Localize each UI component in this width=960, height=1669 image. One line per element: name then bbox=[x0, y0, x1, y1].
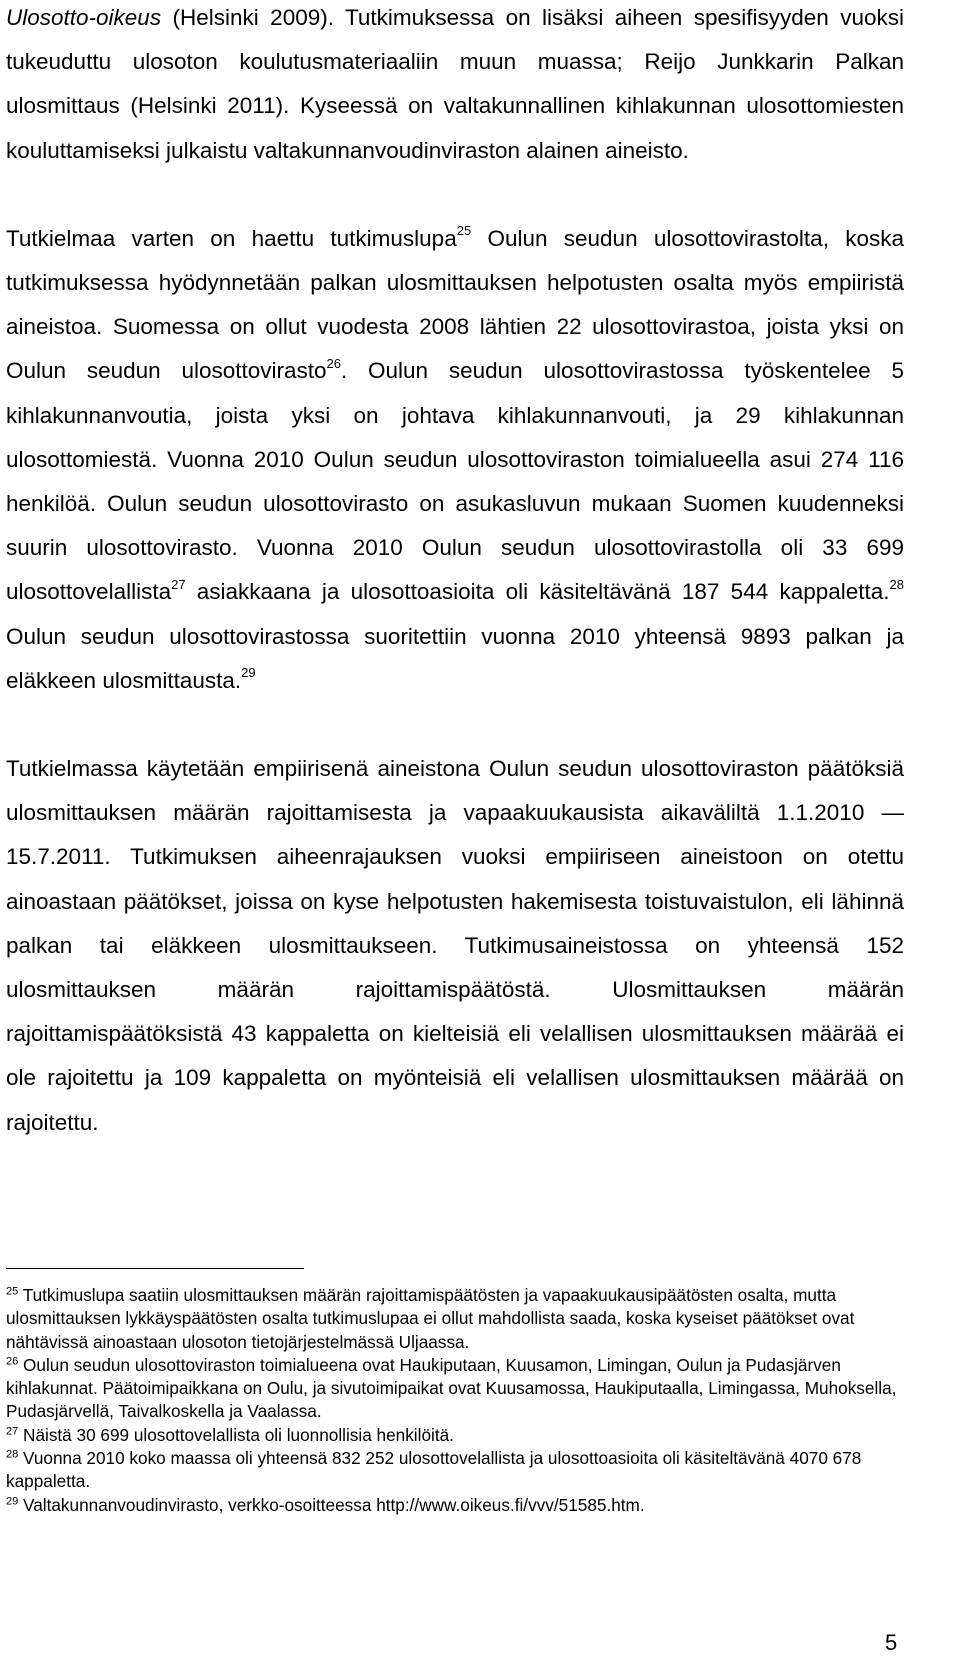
footnote-29 bbox=[6, 1494, 904, 1517]
paragraph-text: Oulun seudun ulosottovirastolta, koska tutkimuksessa hyödynnetään palkan ulosmittauksen helpotusten osalta myös empiiristä aineistoa. Suomessa on ollut vuodesta 2008 lähtien 22 ulosottovirastoa, joista yksi on Oulun seudun ulosottovirasto bbox=[6, 225, 904, 384]
footnote-number: 29 bbox=[6, 1494, 19, 1507]
footnote-text: Valtakunnanvoudinvirasto, verkko-osoitteessa http://www.oikeus.fi/vvv/51585.htm. bbox=[18, 1494, 645, 1515]
footnote-number: 28 bbox=[6, 1448, 19, 1461]
footnote-ref-27[interactable]: 27 bbox=[171, 576, 186, 592]
footnote-27 bbox=[6, 1424, 904, 1447]
paragraph-text: . Oulun seudun ulosottovirastossa työskentelee 5 kihlakunnanvoutia, joista yksi on johtava kihlakunnanvouti, ja 29 kihlakunnan ulosottomiestä. Vuonna 2010 Oulun seudun ulosottoviraston toimialueella asui 274 116 henkilöä. Oulun seudun ulosottovirasto on asukasluvun mukaan Suomen kuudenneksi suurin ulosottovirasto. Vuonna 2010 Oulun seudun ulosottovirastolla oli 33 699 ulosottovelallista bbox=[6, 358, 904, 605]
footnote-ref-29[interactable]: 29 bbox=[241, 665, 256, 681]
paragraph-text: Oulun seudun ulosottovirastossa suoritettiin vuonna 2010 yhteensä 9893 palkan ja eläkkeen ulosmittausta. bbox=[6, 623, 904, 693]
paragraph-research-permit bbox=[6, 217, 904, 703]
footnote-separator bbox=[6, 1268, 304, 1269]
footnote-number: 26 bbox=[6, 1355, 19, 1368]
paragraph-sources bbox=[6, 0, 904, 173]
paragraph-text: (Helsinki 2009). Tutkimuksessa on lisäksi aiheen spesifisyyden vuoksi tukeuduttu ulosoton koulutusmateriaaliin muun muassa; Reijo Junkkarin Palkan ulosmittaus (Helsinki 2011). Kyseessä on valtakunnallinen kihlakunnan ulosottomiesten kouluttamiseksi julkaistu valtakunnanvoudinviraston alainen aineisto. bbox=[6, 5, 904, 163]
paragraph-empirical-material: Tutkielmassa käytetään empiirisenä aineistona Oulun seudun ulosottoviraston päätöksiä ulosmittauksen määrän rajoittamisesta ja vapaakuukausista aikaväliltä 1.1.2010 — 15.7.2011. Tutkimuksen aiheenrajauksen vuoksi empiiriseen aineistoon on otettu ainoastaan päätökset, joissa on kyse helpotusten hakemisesta toistuvaistulon, eli lähinnä palkan tai eläkkeen ulosmittaukseen. Tutkimusaineistossa on yhteensä 152 ulosmittauksen määrän rajoittamispäätöstä. Ulosmittauksen määrän rajoittamispäätöksistä 43 kappaletta on kielteisiä eli velallisen ulosmittauksen määrää ei ole rajoitettu ja 109 kappaletta on myönteisiä eli velallisen ulosmittauksen määrää on rajoitettu. bbox=[6, 756, 904, 1135]
footnote-text: Oulun seudun ulosottoviraston toimialueena ovat Haukiputaan, Kuusamon, Limingan, Oulun ja Pudasjärven kihlakunnat. Päätoimipaikkana on Oulu, ja sivutoimipaikat ovat Kuusamossa, Haukiputaalla, Limingassa, Muhoksella, Pudasjärvellä, Taivalkoskella ja Vaalassa. bbox=[6, 1354, 897, 1422]
footnote-text: Tutkimuslupa saatiin ulosmittauksen määrän rajoittamispäätösten ja vapaakuukausipäätösten osalta, mutta ulosmittauksen lykkäyspäätösten osalta tutkimuslupaa ei ollut mahdollista saada, koska kyseiset päätökset ovat nähtävissä ainoastaan ulosoton tietojärjestelmässä Uljaassa. bbox=[6, 1285, 855, 1352]
footnote-ref-26[interactable]: 26 bbox=[326, 355, 341, 371]
footnote-ref-25[interactable]: 25 bbox=[456, 223, 472, 239]
footnotes bbox=[6, 1284, 904, 1517]
footnote-26 bbox=[6, 1354, 904, 1424]
paragraph-text: Tutkielmaa varten on haettu tutkimuslupa bbox=[6, 225, 457, 251]
footnote-text: Näistä 30 699 ulosottovelallista oli luonnollisia henkilöitä. bbox=[18, 1424, 454, 1445]
document-body bbox=[6, 0, 904, 1145]
footnote-number: 27 bbox=[6, 1425, 19, 1438]
italic-book-title: Ulosotto-oikeus bbox=[6, 5, 162, 30]
footnote-text: Vuonna 2010 koko maassa oli yhteensä 832 252 ulosottovelallista ja ulosottoasioita oli käsiteltävänä 4070 678 kappaletta. bbox=[6, 1448, 862, 1492]
footnote-ref-28[interactable]: 28 bbox=[889, 576, 904, 592]
footnote-25 bbox=[6, 1284, 904, 1354]
footnote-28 bbox=[6, 1447, 904, 1494]
footnote-number: 25 bbox=[6, 1285, 19, 1298]
page-number: 5 bbox=[885, 1630, 898, 1655]
paragraph-text: asiakkaana ja ulosottoasioita oli käsiteltävänä 187 544 kappaletta. bbox=[185, 579, 890, 605]
